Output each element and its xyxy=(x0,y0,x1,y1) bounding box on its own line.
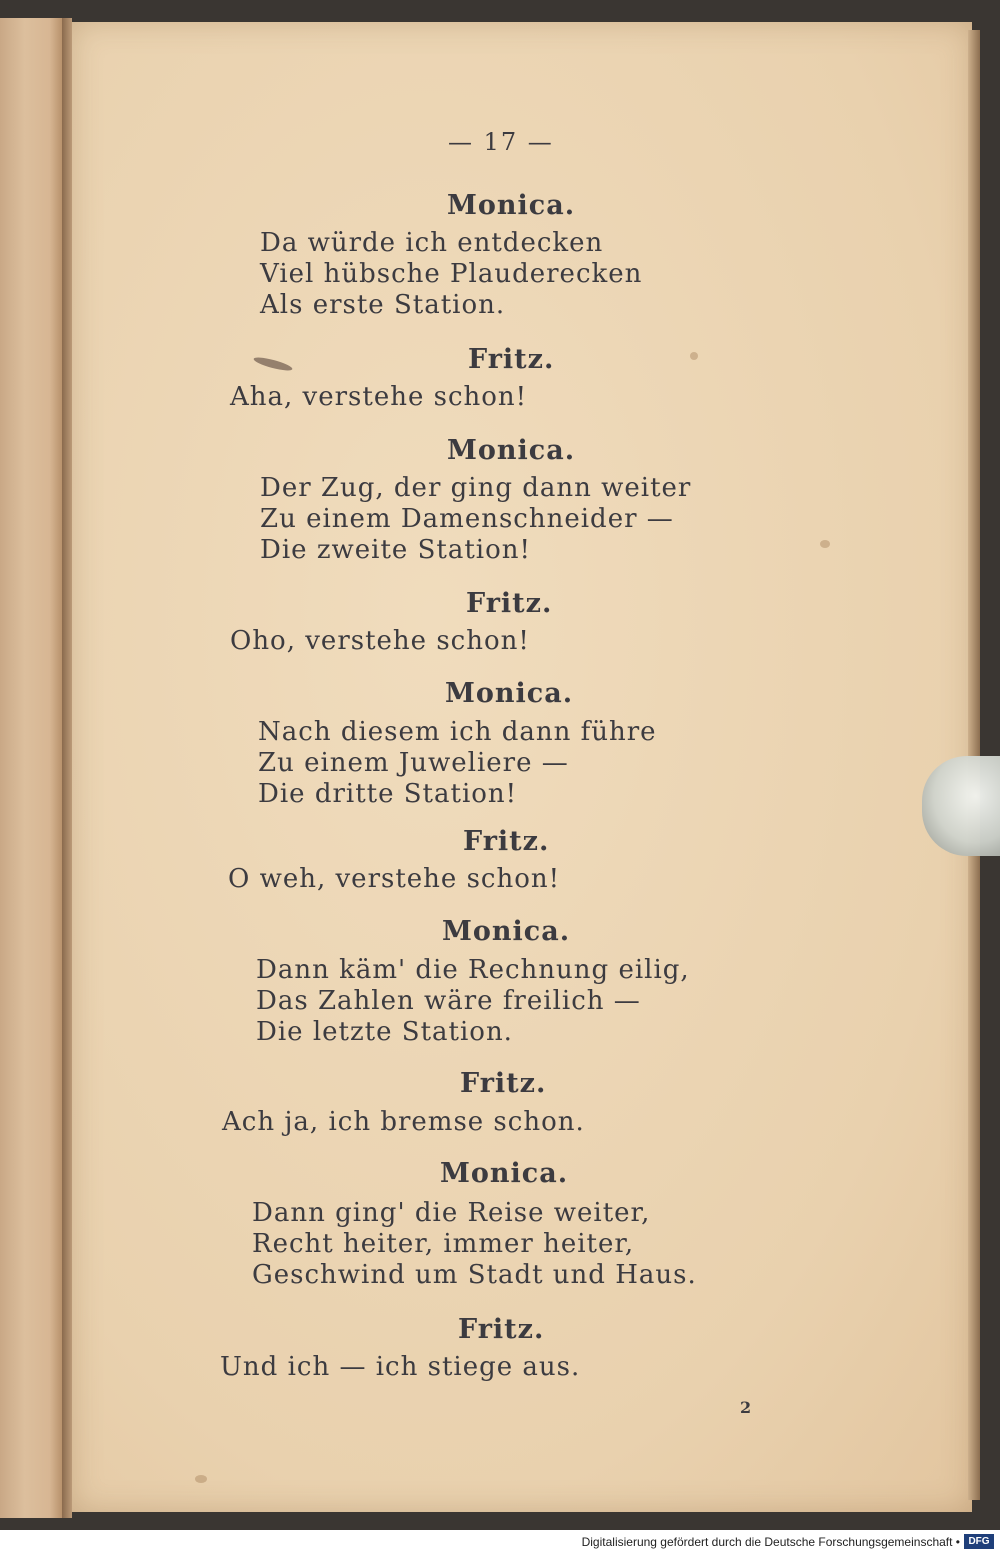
page-number: — 17 — xyxy=(448,128,554,156)
verse-line: Zu einem Juweliere — xyxy=(258,748,569,778)
verse-line: Ach ja, ich bremse schon. xyxy=(222,1107,585,1137)
verse-line: Dann ging' die Reise weiter, xyxy=(252,1198,651,1228)
speaker-name: Monica. xyxy=(442,916,571,947)
verse-line: Die dritte Station! xyxy=(258,779,518,809)
verse-line: Die zweite Station! xyxy=(260,535,531,565)
funding-credit: Digitalisierung gefördert durch die Deutsche Forschungsgemeinschaft • xyxy=(581,1535,960,1549)
book-spine xyxy=(62,18,72,1518)
paper-stain xyxy=(820,540,830,548)
verse xyxy=(230,626,530,657)
verse-line: Und ich — ich stiege aus. xyxy=(220,1352,581,1382)
paper-stain xyxy=(690,352,698,360)
speaker-name: Fritz. xyxy=(460,1068,547,1099)
thumb-holding-page xyxy=(922,756,1000,856)
speaker-name: Fritz. xyxy=(458,1314,545,1345)
speaker-name: Monica. xyxy=(440,1158,569,1189)
verse-line: Nach diesem ich dann führe xyxy=(258,717,657,747)
verse-line: Der Zug, der ging dann weiter xyxy=(260,473,692,503)
speaker-name: Monica. xyxy=(447,435,576,466)
verse-line: Die letzte Station. xyxy=(256,1017,513,1047)
speaker-name: Monica. xyxy=(447,190,576,221)
verse-line: O weh, verstehe schon! xyxy=(228,864,561,894)
speaker-name: Fritz. xyxy=(463,826,550,857)
dfg-logo: DFG xyxy=(964,1534,994,1549)
signature-mark: 2 xyxy=(740,1398,752,1417)
verse-line: Recht heiter, immer heiter, xyxy=(252,1229,635,1259)
speaker-name: Monica. xyxy=(445,678,574,709)
verse-line: Da würde ich entdecken xyxy=(260,228,604,258)
verse xyxy=(228,864,560,895)
speaker-name: Fritz. xyxy=(466,588,553,619)
verse-line: Als erste Station. xyxy=(260,290,506,320)
verse xyxy=(258,717,657,810)
verse xyxy=(230,382,527,413)
paper-stain xyxy=(195,1475,207,1483)
verse-line: Das Zahlen wäre freilich — xyxy=(256,986,641,1016)
verse-line: Dann käm' die Rechnung eilig, xyxy=(256,955,690,985)
verse xyxy=(220,1352,580,1383)
verse-line: Geschwind um Stadt und Haus. xyxy=(252,1260,697,1290)
verse xyxy=(260,228,642,321)
verse xyxy=(260,473,691,566)
verse xyxy=(256,955,690,1048)
verse-line: Viel hübsche Plauderecken xyxy=(260,259,643,289)
verse-line: Aha, verstehe schon! xyxy=(230,382,528,412)
verse-line: Zu einem Damenschneider — xyxy=(260,504,674,534)
footer-bar xyxy=(0,1530,1000,1554)
speaker-name: Fritz. xyxy=(468,344,555,375)
verse xyxy=(222,1107,585,1138)
verse xyxy=(252,1198,697,1291)
verse-line: Oho, verstehe schon! xyxy=(230,626,530,656)
left-page-edge xyxy=(0,18,62,1518)
